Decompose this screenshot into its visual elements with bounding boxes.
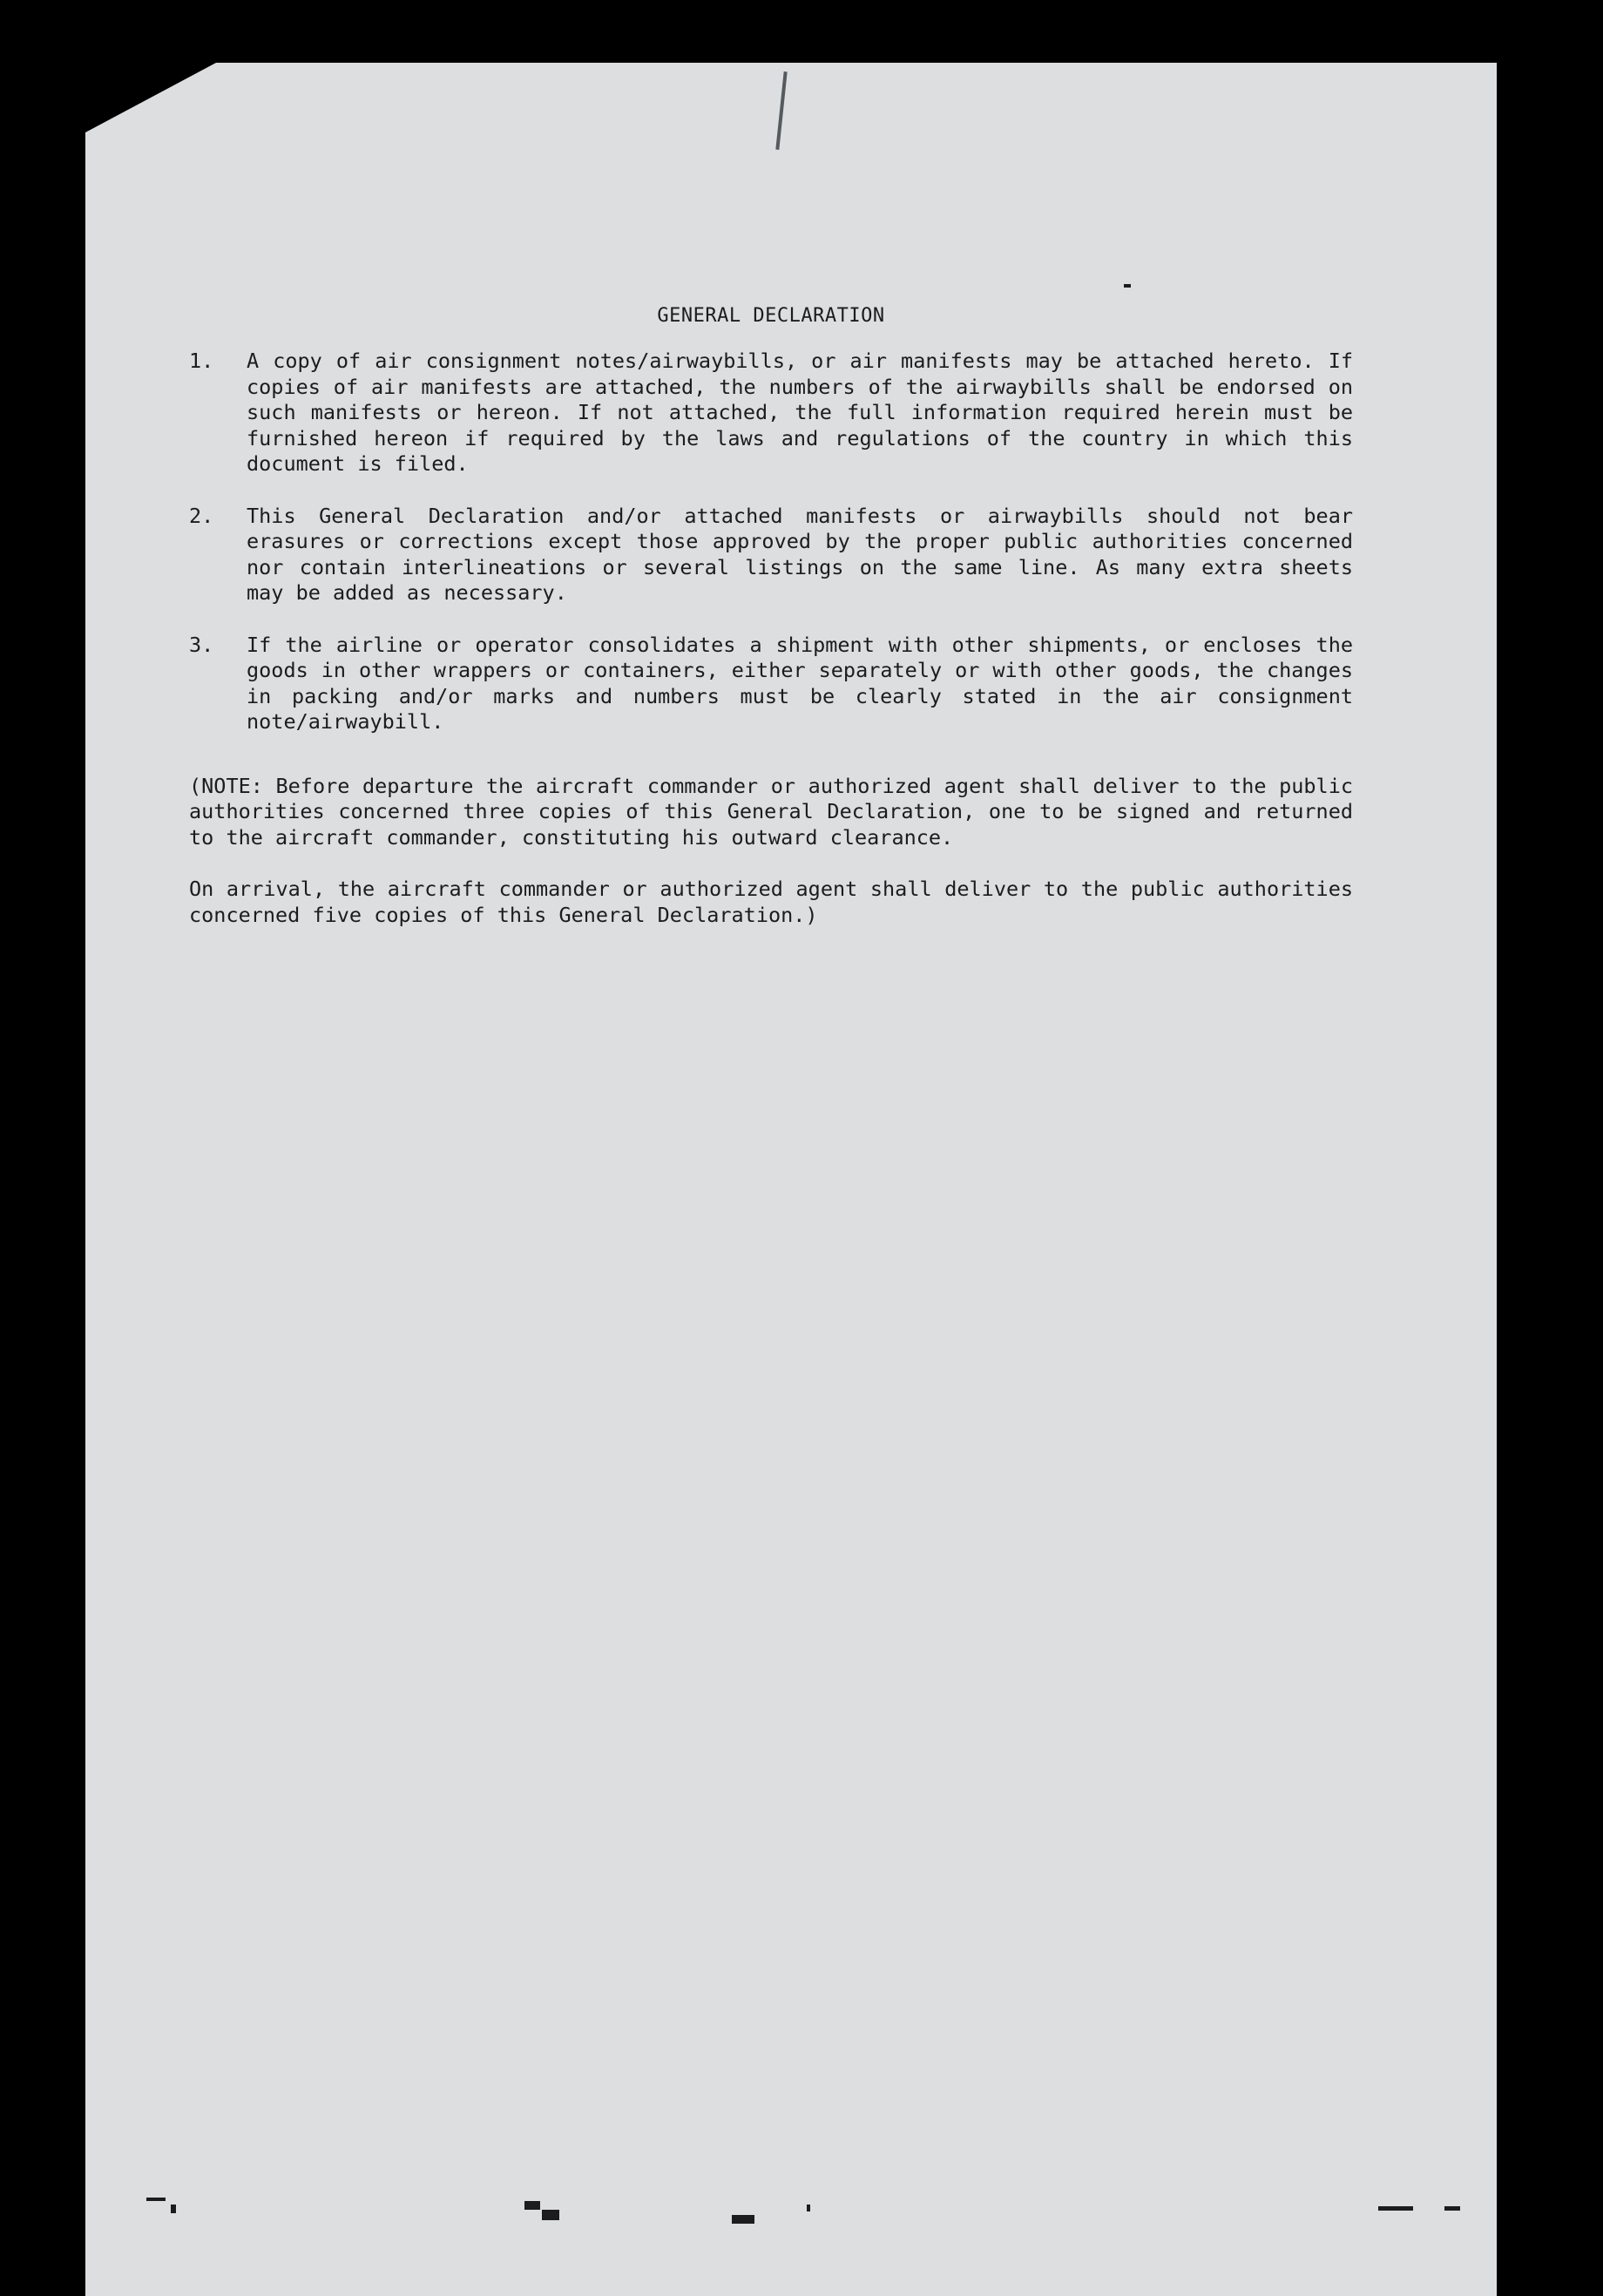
- item-text: If the airline or operator consolidates a shipment with other shipments, or encloses the goods in other wrappers or containers, either separately or with other goods, the changes in packing and/or marks and numbers must be clearly stated in the air consignment note/airwaybill.: [247, 632, 1353, 734]
- scan-speck: [1378, 2206, 1413, 2211]
- item-text: This General Declaration and/or attached manifests or airwaybills should not bear erasures or corrections except those approved by the proper public authorities concerned nor contain interlineations or several listings on the same line. As many extra sheets may be added as necessary.: [247, 503, 1353, 605]
- scan-speck: [171, 2205, 176, 2213]
- scan-speck: [807, 2205, 810, 2211]
- note-paragraph-departure: (NOTE: Before departure the aircraft commander or authorized agent shall deliver to the public authorities concerned three copies of this General Declaration, one to be signed and returned to the aircraft commander, constituting his outward clearance.: [189, 773, 1353, 850]
- scan-speck: [542, 2210, 559, 2220]
- scan-speck: [1124, 284, 1131, 288]
- item-number: 3.: [189, 632, 214, 657]
- scan-speck: [146, 2198, 166, 2201]
- scan-speck: [1444, 2206, 1460, 2211]
- note-paragraph-arrival: On arrival, the aircraft commander or authorized agent shall deliver to the public authorities concerned five copies of this General Declaration.): [189, 877, 1353, 927]
- scan-speck: [732, 2215, 754, 2224]
- scan-speck: [524, 2201, 540, 2210]
- item-text: A copy of air consignment notes/airwaybills, or air manifests may be attached hereto. If copies of air manifests are attached, the numbers of the airwaybills shall be endorsed on such manifests or hereon. If not attached, the full information required herein must be furnished hereon if required by the laws and regulations of the country in which this document is filed.: [247, 349, 1353, 476]
- document-title: GENERAL DECLARATION: [657, 305, 885, 327]
- item-number: 2.: [189, 503, 214, 528]
- item-number: 1.: [189, 349, 214, 373]
